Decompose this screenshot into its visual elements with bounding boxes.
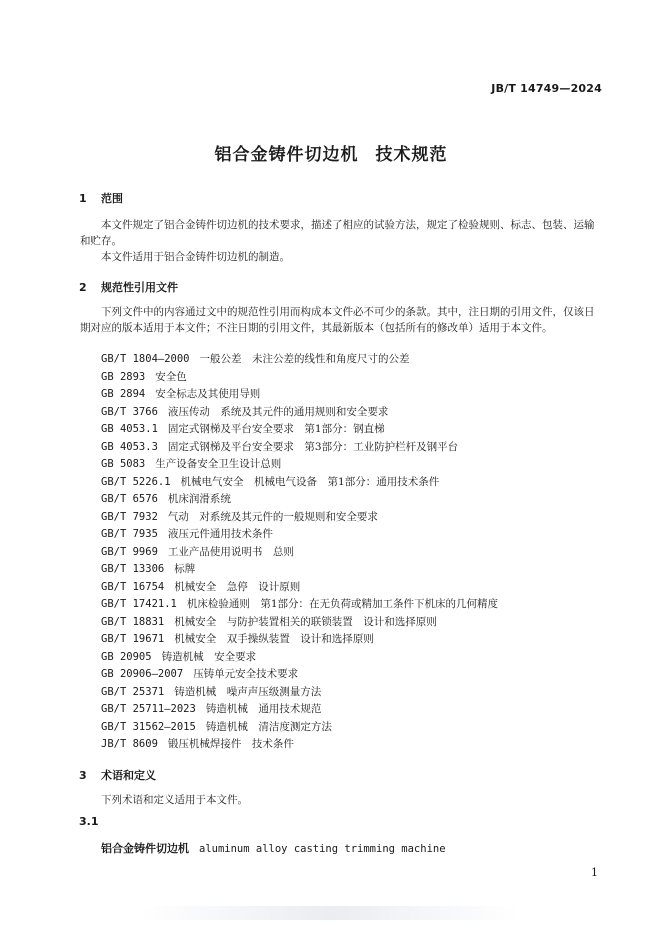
section-1-title: 范围: [101, 192, 123, 205]
page-number: 1: [591, 866, 598, 879]
reference-code: GB/T 9969: [101, 545, 158, 558]
faded-watermark: [140, 906, 520, 920]
scope-paragraph-2: 本文件适用于铝合金铸件切边机的制造。: [101, 251, 290, 263]
term-entry: [101, 837, 446, 856]
reference-title: 安全色: [155, 370, 187, 383]
reference-code: GB/T 25371: [101, 685, 165, 698]
reference-title: 标牌: [174, 563, 196, 575]
reference-item: [101, 386, 498, 404]
section-2-title: 规范性引用文件: [101, 281, 178, 294]
reference-title: 铸造机械 噪声声压级测量方法: [174, 685, 322, 698]
reference-item: [101, 351, 498, 369]
reference-title: 液压元件通用技术条件: [167, 528, 273, 540]
section-1-number: 1: [79, 192, 87, 205]
document-title: [0, 140, 662, 165]
reference-list: [101, 351, 498, 754]
reference-item: [101, 421, 498, 439]
reference-item: [101, 614, 498, 632]
reference-item: [101, 404, 498, 422]
reference-code: GB 5083: [101, 458, 146, 470]
reference-item: [101, 491, 498, 509]
reference-item: [101, 456, 498, 474]
reference-title: 工业产品使用说明书 总则: [167, 545, 294, 558]
standard-code: JB/T 14749—2024: [491, 82, 602, 95]
reference-code: GB/T 13306: [101, 563, 165, 575]
reference-item: [101, 596, 498, 614]
reference-code: GB/T 1804—2000: [101, 353, 190, 365]
reference-title: 液压传动 系统及其元件的通用规则和安全要求: [167, 405, 389, 418]
reference-code: GB/T 5226.1: [101, 475, 171, 488]
reference-title: 铸造机械 清洁度测定方法: [205, 720, 332, 733]
terms-intro: 下列术语和定义适用于本文件。: [101, 794, 248, 806]
reference-code: GB 2894: [101, 388, 146, 400]
reference-item: [101, 561, 498, 579]
reference-code: GB 20905: [101, 650, 152, 663]
reference-title: 机床检验通则 第1部分：在无负荷或精加工条件下机床的几何精度: [186, 598, 499, 610]
reference-item: [101, 579, 498, 597]
section-3-heading: [79, 767, 156, 783]
reference-item: [101, 666, 498, 684]
reference-title: 机械安全 与防护装置相关的联锁装置 设计和选择原则: [174, 615, 437, 628]
reference-code: GB/T 16754: [101, 580, 165, 593]
reference-item: [101, 631, 498, 649]
section-3-title: 术语和定义: [101, 769, 156, 782]
reference-code: GB 2893: [101, 370, 146, 383]
reference-item: [101, 736, 498, 754]
reference-title: 安全标志及其使用导则: [155, 388, 261, 400]
section-1-heading: [79, 190, 123, 206]
references-intro: 下列文件中的内容通过文中的规范性引用而构成本文件必不可少的条款。其中，注日期的引用文件，仅该日期对应的版本适用于本文件；不注日期的引用文件，其最新版本（包括所有的修改单）适用于本文件。: [80, 306, 595, 334]
reference-item: [101, 701, 498, 719]
reference-item: [101, 369, 498, 387]
reference-item: [101, 526, 498, 544]
reference-title: 生产设备安全卫生设计总则: [155, 458, 282, 470]
reference-item: [101, 544, 498, 562]
reference-title: 机械安全 急停 设计原则: [174, 580, 301, 593]
reference-code: GB/T 25711—2023: [101, 703, 196, 715]
reference-title: 铸造机械 安全要求: [161, 650, 257, 663]
reference-title: 机械安全 双手操纵装置 设计和选择原则: [174, 633, 374, 645]
reference-title: 机械电气安全 机械电气设备 第1部分：通用技术条件: [180, 475, 440, 488]
reference-title: 机床润滑系统: [167, 493, 231, 505]
term-english: aluminum alloy casting trimming machine: [199, 843, 446, 855]
section-2-heading: [79, 279, 178, 295]
reference-title: 锻压机械焊接件 技术条件: [167, 738, 294, 750]
reference-title: 固定式钢梯及平台安全要求 第3部分：工业防护栏杆及钢平台: [167, 440, 459, 453]
reference-code: JB/T 8609: [101, 738, 158, 750]
reference-code: GB/T 19671: [101, 633, 165, 645]
reference-code: GB 4053.3: [101, 440, 158, 453]
reference-item: [101, 719, 498, 737]
reference-code: GB/T 7932: [101, 510, 158, 523]
section-2-number: 2: [79, 281, 87, 294]
reference-code: GB/T 18831: [101, 615, 165, 628]
reference-code: GB/T 6576: [101, 493, 158, 505]
reference-item: [101, 439, 498, 457]
reference-code: GB 4053.1: [101, 423, 158, 435]
reference-code: GB/T 31562—2015: [101, 720, 196, 733]
section-3-number: 3: [79, 769, 87, 782]
reference-code: GB/T 3766: [101, 405, 158, 418]
term-chinese: 铝合金铸件切边机: [101, 842, 189, 855]
title-part-1: 铝合金铸件切边机: [214, 145, 359, 165]
reference-item: [101, 684, 498, 702]
reference-title: 气动 对系统及其元件的一般规则和安全要求: [167, 510, 378, 523]
reference-item: [101, 509, 498, 527]
reference-item: [101, 474, 498, 492]
title-part-2: 技术规范: [375, 145, 448, 165]
term-number: 3.1: [79, 815, 99, 828]
reference-title: 铸造机械 通用技术规范: [205, 703, 322, 715]
reference-title: 固定式钢梯及平台安全要求 第1部分：钢直梯: [167, 423, 385, 435]
reference-title: 一般公差 未注公差的线性和角度尺寸的公差: [199, 353, 410, 365]
scope-paragraph-1: 本文件规定了铝合金铸件切边机的技术要求，描述了相应的试验方法，规定了检验规则、标志、包装、运输和贮存。: [80, 219, 595, 247]
reference-code: GB/T 7935: [101, 528, 158, 540]
reference-item: [101, 649, 498, 667]
reference-code: GB/T 17421.1: [101, 598, 177, 610]
reference-title: 压铸单元安全技术要求: [193, 668, 299, 680]
reference-code: GB 20906—2007: [101, 668, 184, 680]
